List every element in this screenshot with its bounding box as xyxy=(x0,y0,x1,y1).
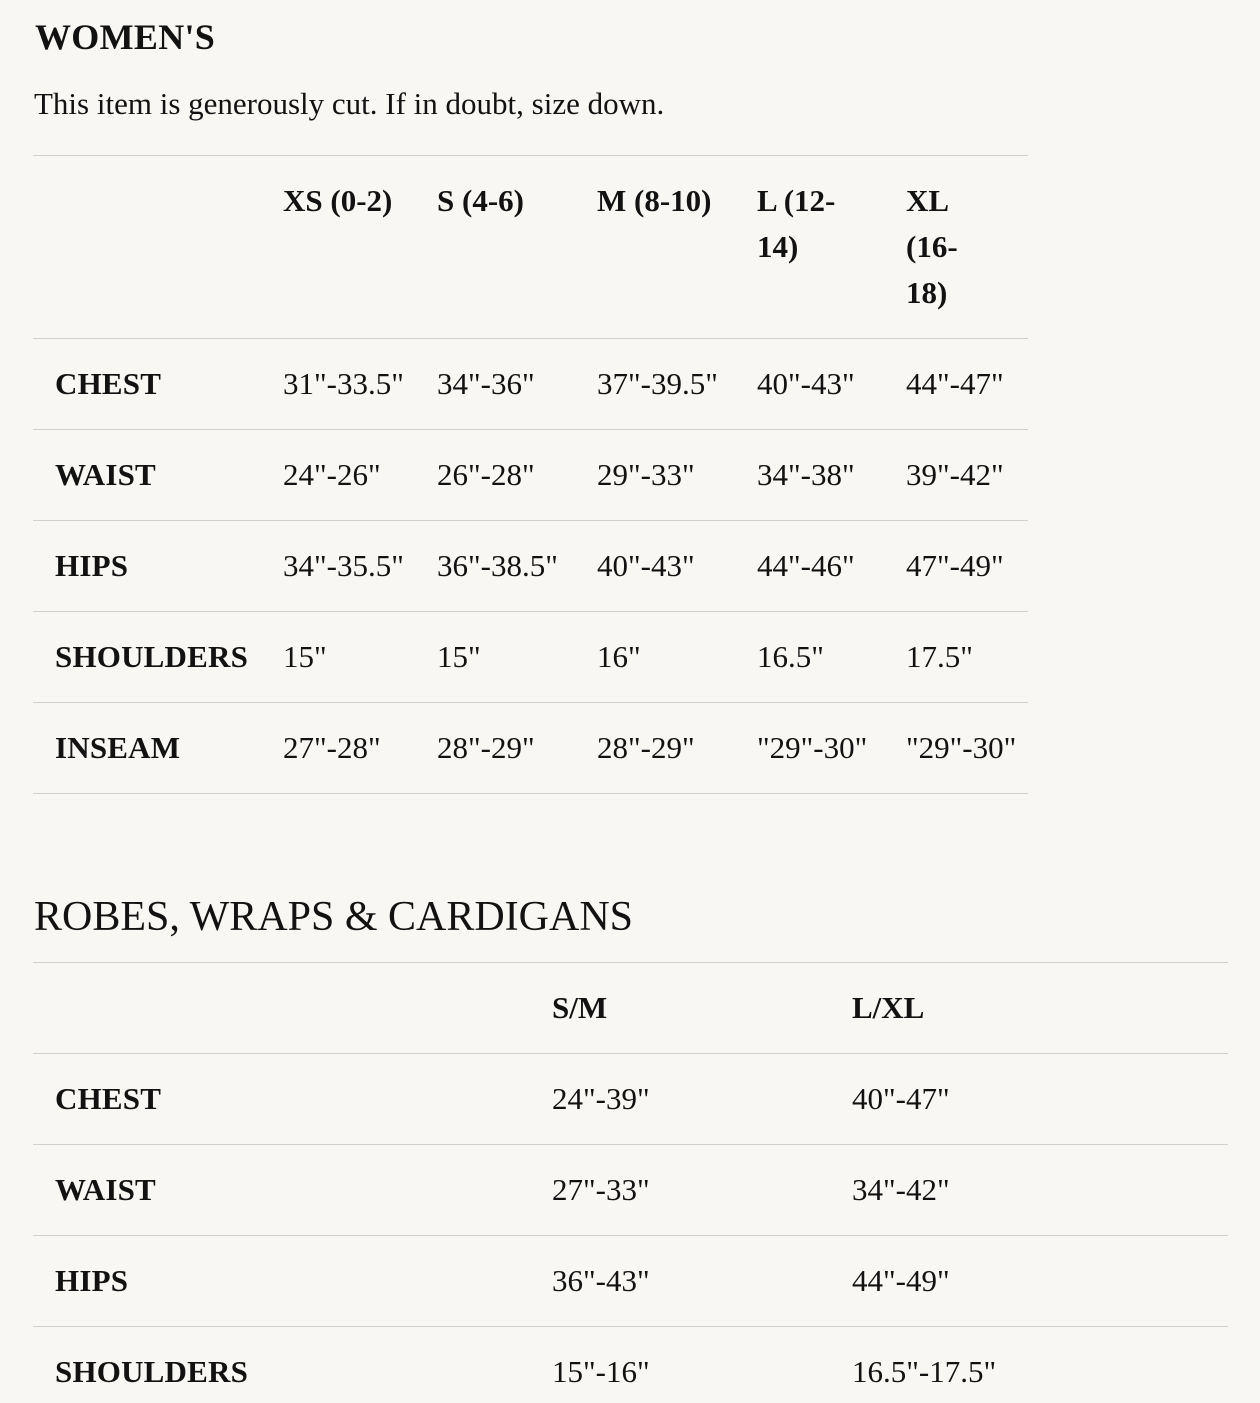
measurement-label: INSEAM xyxy=(55,729,181,765)
measurement-value: 44"-47" xyxy=(906,365,1004,401)
measurement-value: 28"-29" xyxy=(597,729,695,765)
table-row-hips xyxy=(33,1236,1228,1327)
measurement-label: SHOULDERS xyxy=(55,638,249,674)
measurement-value: "29"-30" xyxy=(757,729,868,765)
measurement-value: 16.5" xyxy=(757,638,824,674)
measurement-value: 15" xyxy=(437,638,481,674)
measurement-value: 34"-42" xyxy=(852,1172,950,1208)
table-row-chest xyxy=(33,1054,1228,1145)
measurement-label: CHEST xyxy=(55,365,162,401)
measurement-value: "29"-30" xyxy=(906,729,1017,765)
measurement-value: 40"-43" xyxy=(757,365,855,401)
measurement-value: 16" xyxy=(597,638,641,674)
measurement-label: SHOULDERS xyxy=(55,1354,249,1390)
measurement-value: 24"-26" xyxy=(283,456,381,492)
corner-cell xyxy=(33,155,283,338)
measurement-value: 27"-28" xyxy=(283,729,381,765)
measurement-value: 16.5"-17.5" xyxy=(852,1354,997,1390)
size-col-header-lxl: L/XL xyxy=(852,990,925,1026)
table-row-shoulders xyxy=(33,1327,1228,1403)
measurement-value: 34"-35.5" xyxy=(283,547,404,583)
measurement-value: 28"-29" xyxy=(437,729,535,765)
measurement-label: WAIST xyxy=(55,456,156,492)
measurement-label: CHEST xyxy=(55,1081,162,1117)
table-row-waist xyxy=(33,429,1028,520)
robes-section-heading: ROBES, WRAPS & CARDIGANS xyxy=(34,893,634,940)
womens-section-heading: WOMEN'S xyxy=(35,17,216,57)
measurement-value: 44"-49" xyxy=(852,1263,950,1299)
measurement-value: 15"-16" xyxy=(552,1354,650,1390)
size-col-header-xl: XL (16-18) xyxy=(906,182,958,310)
table-row-hips xyxy=(33,520,1028,611)
measurement-value: 47"-49" xyxy=(906,547,1004,583)
measurement-value: 37"-39.5" xyxy=(597,365,718,401)
table-row-shoulders xyxy=(33,611,1028,702)
measurement-value: 31"-33.5" xyxy=(283,365,404,401)
table-row-inseam xyxy=(33,702,1028,793)
measurement-value: 24"-39" xyxy=(552,1081,650,1117)
measurement-value: 36"-38.5" xyxy=(437,547,558,583)
size-col-header-m: M (8-10) xyxy=(597,182,712,218)
table-header-row xyxy=(33,963,1228,1054)
corner-cell xyxy=(33,963,552,1054)
measurement-value: 17.5" xyxy=(906,638,973,674)
measurement-label: HIPS xyxy=(55,1263,129,1299)
measurement-value: 40"-47" xyxy=(852,1081,950,1117)
fit-note: This item is generously cut. If in doubt, size down. xyxy=(34,85,665,121)
measurement-value: 15" xyxy=(283,638,327,674)
measurement-value: 29"-33" xyxy=(597,456,695,492)
table-header-row xyxy=(33,155,1028,338)
table-row-chest xyxy=(33,338,1028,429)
measurement-label: HIPS xyxy=(55,547,129,583)
size-col-header-xs: XS (0-2) xyxy=(283,182,393,218)
measurement-value: 40"-43" xyxy=(597,547,695,583)
measurement-value: 34"-38" xyxy=(757,456,855,492)
table-row-waist xyxy=(33,1145,1228,1236)
measurement-value: 27"-33" xyxy=(552,1172,650,1208)
size-col-header-sm: S/M xyxy=(552,990,608,1026)
measurement-value: 26"-28" xyxy=(437,456,535,492)
womens-size-table xyxy=(33,155,1028,794)
measurement-value: 39"-42" xyxy=(906,456,1004,492)
measurement-value: 34"-36" xyxy=(437,365,535,401)
measurement-label: WAIST xyxy=(55,1172,156,1208)
robes-size-table xyxy=(33,962,1228,1403)
size-col-header-s: S (4-6) xyxy=(437,182,524,218)
measurement-value: 36"-43" xyxy=(552,1263,650,1299)
size-col-header-l: L (12-14) xyxy=(757,182,836,264)
measurement-value: 44"-46" xyxy=(757,547,855,583)
